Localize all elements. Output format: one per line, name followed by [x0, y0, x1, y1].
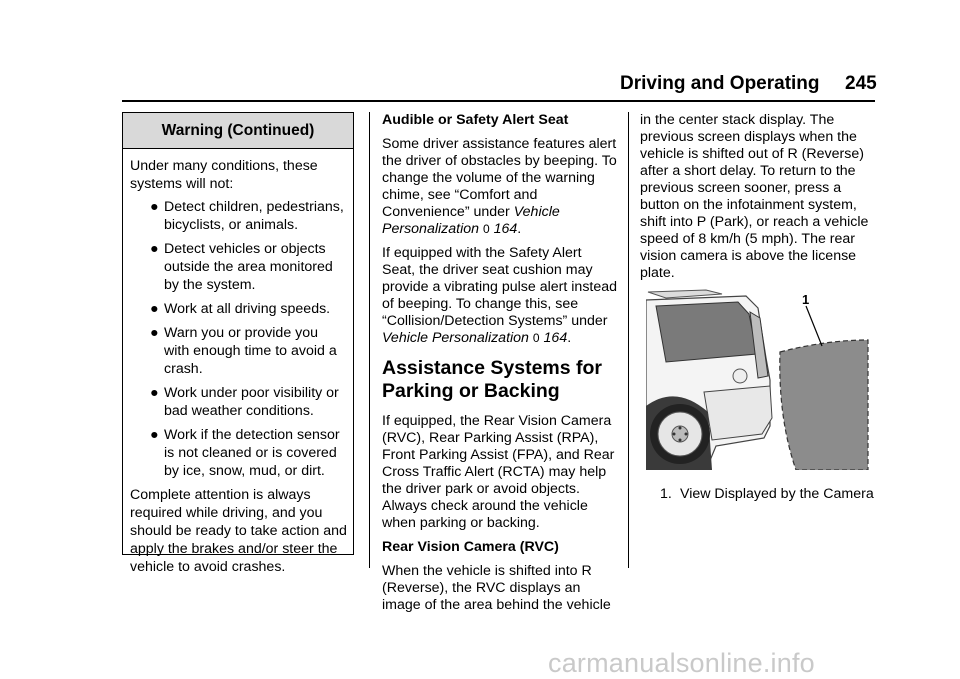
bullet-icon: ● — [150, 241, 159, 257]
page-reference[interactable]: 164 — [493, 221, 518, 237]
list-item: ● Warn you or provide you with enough time to avoid a crash. — [150, 325, 337, 377]
warning-intro: Under many conditions, these systems will not: — [130, 158, 318, 192]
list-item: ● Detect vehicles or objects outside the area monitored by the system. — [150, 241, 333, 293]
rvc-heading: Rear Vision Camera (RVC) — [382, 539, 559, 555]
paragraph: If equipped, the Rear Vision Camera (RVC), Rear Parking Assist (RPA), Front Parking Assist (FPA), and Rear Cross Traffic Alert (RCTA) may help the driver park or avoid objects. Always check around the vehicle when parking or backing. — [382, 413, 615, 531]
paragraph: If equipped with the Safety Alert Seat, the driver seat cushion may provide a vibrating pulse alert instead of beeping. To change this, see “Collision/Detection Systems” under Vehicle Personalization 0 164. — [382, 245, 618, 346]
bullet-icon: ● — [150, 199, 159, 215]
warning-heading: Warning (Continued) — [123, 113, 353, 149]
page-number: 245 — [845, 73, 877, 94]
bullet-icon: ● — [150, 325, 159, 341]
caption-text: View Displayed by the Camera — [680, 486, 874, 502]
warning-outro: Complete attention is always required while driving, and you should be ready to take action and apply the brakes and/or steer the vehicle to avoid crashes. — [130, 487, 347, 575]
section-heading: Assistance Systems for Parking or Backing — [382, 357, 603, 402]
paragraph: in the center stack display. The previous screen displays when the vehicle is shifted out of R (Reverse) after a short delay. To return to the previous screen sooner, press a button on the infotainment system, shift into P (Park), or reach a vehicle speed of 8 km/h (5 mph). The rear vision camera is above the license plate. — [640, 112, 869, 281]
cross-reference-link[interactable]: Vehicle Personalization — [382, 204, 560, 237]
alert-heading: Audible or Safety Alert Seat — [382, 112, 569, 128]
column-2 — [382, 112, 618, 621]
header-divider — [122, 100, 875, 102]
section-title: Driving and Operating — [620, 73, 820, 94]
bullet-icon: ● — [150, 301, 159, 317]
bullet-icon: ● — [150, 385, 159, 401]
warning-body — [123, 149, 353, 576]
warning-list — [130, 198, 347, 480]
column-3 — [640, 112, 876, 289]
rear-camera-illustration — [646, 288, 871, 470]
page-ref-icon: 0 — [532, 331, 540, 345]
cross-reference-link[interactable]: Vehicle Personalization — [382, 330, 529, 346]
list-item: ● Work at all driving speeds. — [150, 301, 331, 317]
figure-callout-label: 1 — [802, 292, 810, 307]
list-item: ● Detect children, pedestrians, bicyclists, or animals. — [150, 199, 344, 233]
list-item: ● Work if the detection sensor is not cleaned or is covered by ice, snow, mud, or dirt. — [150, 427, 340, 479]
figure-caption — [660, 486, 880, 503]
paragraph: When the vehicle is shifted into R (Reverse), the RVC displays an image of the area behind the vehicle — [382, 563, 611, 613]
caption-number: 1. — [660, 486, 672, 502]
watermark: carmanualsonline.info — [548, 648, 815, 678]
page-reference[interactable]: 164 — [543, 330, 568, 346]
bullet-icon: ● — [150, 427, 159, 443]
paragraph: Some driver assistance features alert the driver of obstacles by beeping. To change the volume of the warning chime, see “Comfort and Convenience” under Vehicle Personalization 0 164. — [382, 136, 617, 237]
page-ref-icon: 0 — [482, 222, 490, 236]
column-divider — [628, 112, 629, 568]
list-item: ● Work under poor visibility or bad weather conditions. — [150, 385, 339, 419]
warning-box — [122, 112, 354, 575]
column-divider — [369, 112, 370, 568]
